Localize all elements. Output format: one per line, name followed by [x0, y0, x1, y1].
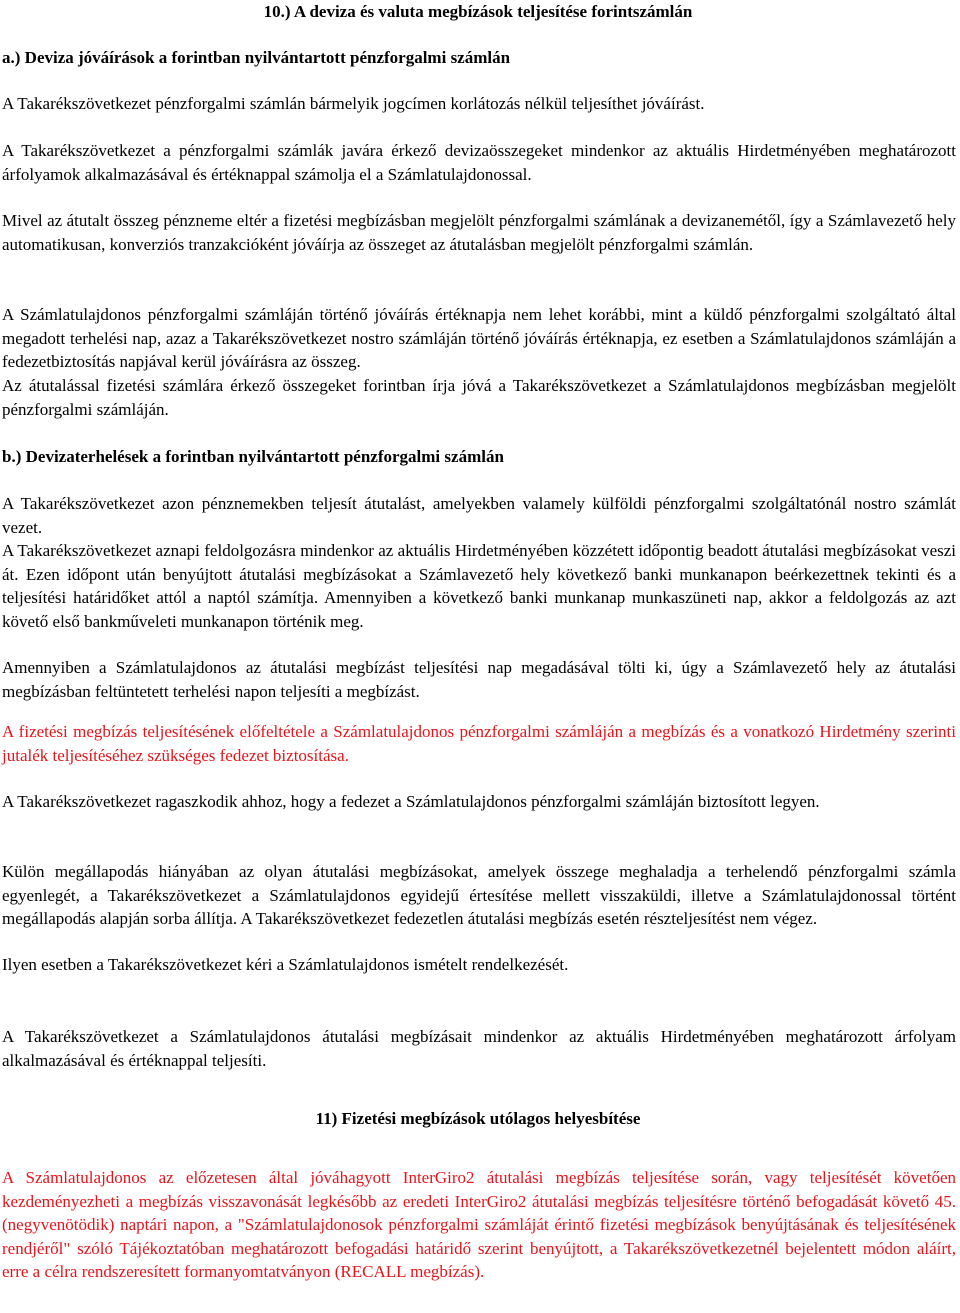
section-b-heading: b.) Devizaterhelések a forintban nyilvántartott pénzforgalmi számlán — [2, 447, 504, 466]
section-b-red-paragraph: A fizetési megbízás teljesítésének előfeltétele a Számlatulajdonos pénzforgalmi számláján a megbízás és a vonatkozó Hirdetmény szerinti jutalék teljesítéséhez szükséges fedezet biztosítása. — [2, 722, 956, 765]
section-a-heading: a.) Deviza jóváírások a forintban nyilvántartott pénzforgalmi számlán — [2, 48, 511, 67]
section-title-11: 11) Fizetési megbízások utólagos helyesbítése — [315, 1109, 641, 1128]
section-b-paragraph-1: A Takarékszövetkezet azon pénznemekben teljesít átutalást, amelyekben valamely külföldi pénzforgalmi szolgáltatónál nostro számlát vezet. — [2, 494, 956, 537]
section-b-paragraph-6: Külön megállapodás hiányában az olyan átutalási megbízásokat, amelyek összege meghaladja a terhelendő pénzforgalmi számla egyenlegét, a Takarékszövetkezet a Számlatulajdonos egyidejű értesítése mellett visszaküldi, illetve a Számlatulajdonossal történt megállapodás alapján sorba állítja. A Takarékszövetkezet fedezetlen átutalási megbízás esetén részteljesítést nem végez. — [2, 862, 956, 928]
section-b-paragraph-2: A Takarékszövetkezet aznapi feldolgozásra mindenkor az aktuális Hirdetményében közzétett időpontig beadott átutalási megbízásokat veszi át. Ezen időpont után benyújtott átutalási megbízásokat a Számlavezető hely következő banki munkanapon beérkezettnek tekinti és a teljesítési határidőket attól a naptól számítja. Amennyiben a következő banki munkanap munkaszüneti nap, akkor a feldolgozás az azt követő első bankműveleti munkanapon történik meg. — [2, 541, 956, 631]
section-title-10: 10.) A deviza és valuta megbízások teljesítése forintszámlán — [263, 2, 693, 21]
section-b-paragraph-5: A Takarékszövetkezet ragaszkodik ahhoz, hogy a fedezet a Számlatulajdonos pénzforgalmi számláján biztosított legyen. — [2, 792, 820, 811]
section-a-paragraph-1: A Takarékszövetkezet pénzforgalmi számlán bármelyik jogcímen korlátozás nélkül teljesíthet jóváírást. — [2, 94, 705, 113]
section-a-paragraph-5: Az átutalással fizetési számlára érkező összegeket forintban írja jóvá a Takarékszövetkezet a Számlatulajdonos megbízásban megjelölt pénzforgalmi számláján. — [2, 376, 956, 419]
section-b-paragraph-8: A Takarékszövetkezet a Számlatulajdonos átutalási megbízásait mindenkor az aktuális Hirdetményében meghatározott árfolyam alkalmazásával és értéknappal teljesíti. — [2, 1027, 956, 1070]
section-a-paragraph-4: A Számlatulajdonos pénzforgalmi számláján történő jóváírás értéknapja nem lehet korábbi, mint a küldő pénzforgalmi szolgáltató által megadott terhelési nap, azaz a Takarékszövetkezet nostro számláján történő jóváírás értéknapja, ez esetben a Számlatulajdonos számláján a fedezetbiztosítás napjával kerül jóváírásra az összeg. — [2, 305, 956, 371]
section-b-paragraph-3: Amennyiben a Számlatulajdonos az átutalási megbízást teljesítési nap megadásával tölti ki, úgy a Számlavezető hely az átutalási megbízásban feltüntetett terhelési napon teljesíti a megbízást. — [2, 658, 956, 701]
section-a-paragraph-3: Mivel az átutalt összeg pénzneme eltér a fizetési megbízásban megjelölt pénzforgalmi számlának a devizanemétől, így a Számlavezető hely automatikusan, konverziós tranzakcióként jóváírja az összeget az átutalásban megjelölt pénzforgalmi számlán. — [2, 211, 956, 254]
section-11-red-paragraph: A Számlatulajdonos az előzetesen által jóváhagyott InterGiro2 átutalási megbízás teljesítése során, vagy teljesítését követően kezdeményezheti a megbízás visszavonását legkésőbb az eredeti InterGiro2 átutalási megbízás teljesítésre történő befogadását követő 45. (negyvenötödik) naptári napon, a "Számlatulajdonosok pénzforgalmi számláját érintő fizetési megbízások benyújtásának és teljesítésének rendjéről" szóló Tájékoztatóban meghatározott befogadási határidő szerint benyújtott, a Takarékszövetkezetnél bejelentett módon aláírt, erre a célra rendszeresített formanyomtatványon (RECALL megbízás). — [2, 1168, 956, 1281]
section-a-paragraph-2: A Takarékszövetkezet a pénzforgalmi számlák javára érkező devizaösszegeket mindenkor az aktuális Hirdetményében meghatározott árfolyamok alkalmazásával és értéknappal számolja el a Számlatulajdonossal. — [2, 141, 956, 184]
section-b-paragraph-7: Ilyen esetben a Takarékszövetkezet kéri a Számlatulajdonos ismételt rendelkezését. — [2, 955, 569, 974]
